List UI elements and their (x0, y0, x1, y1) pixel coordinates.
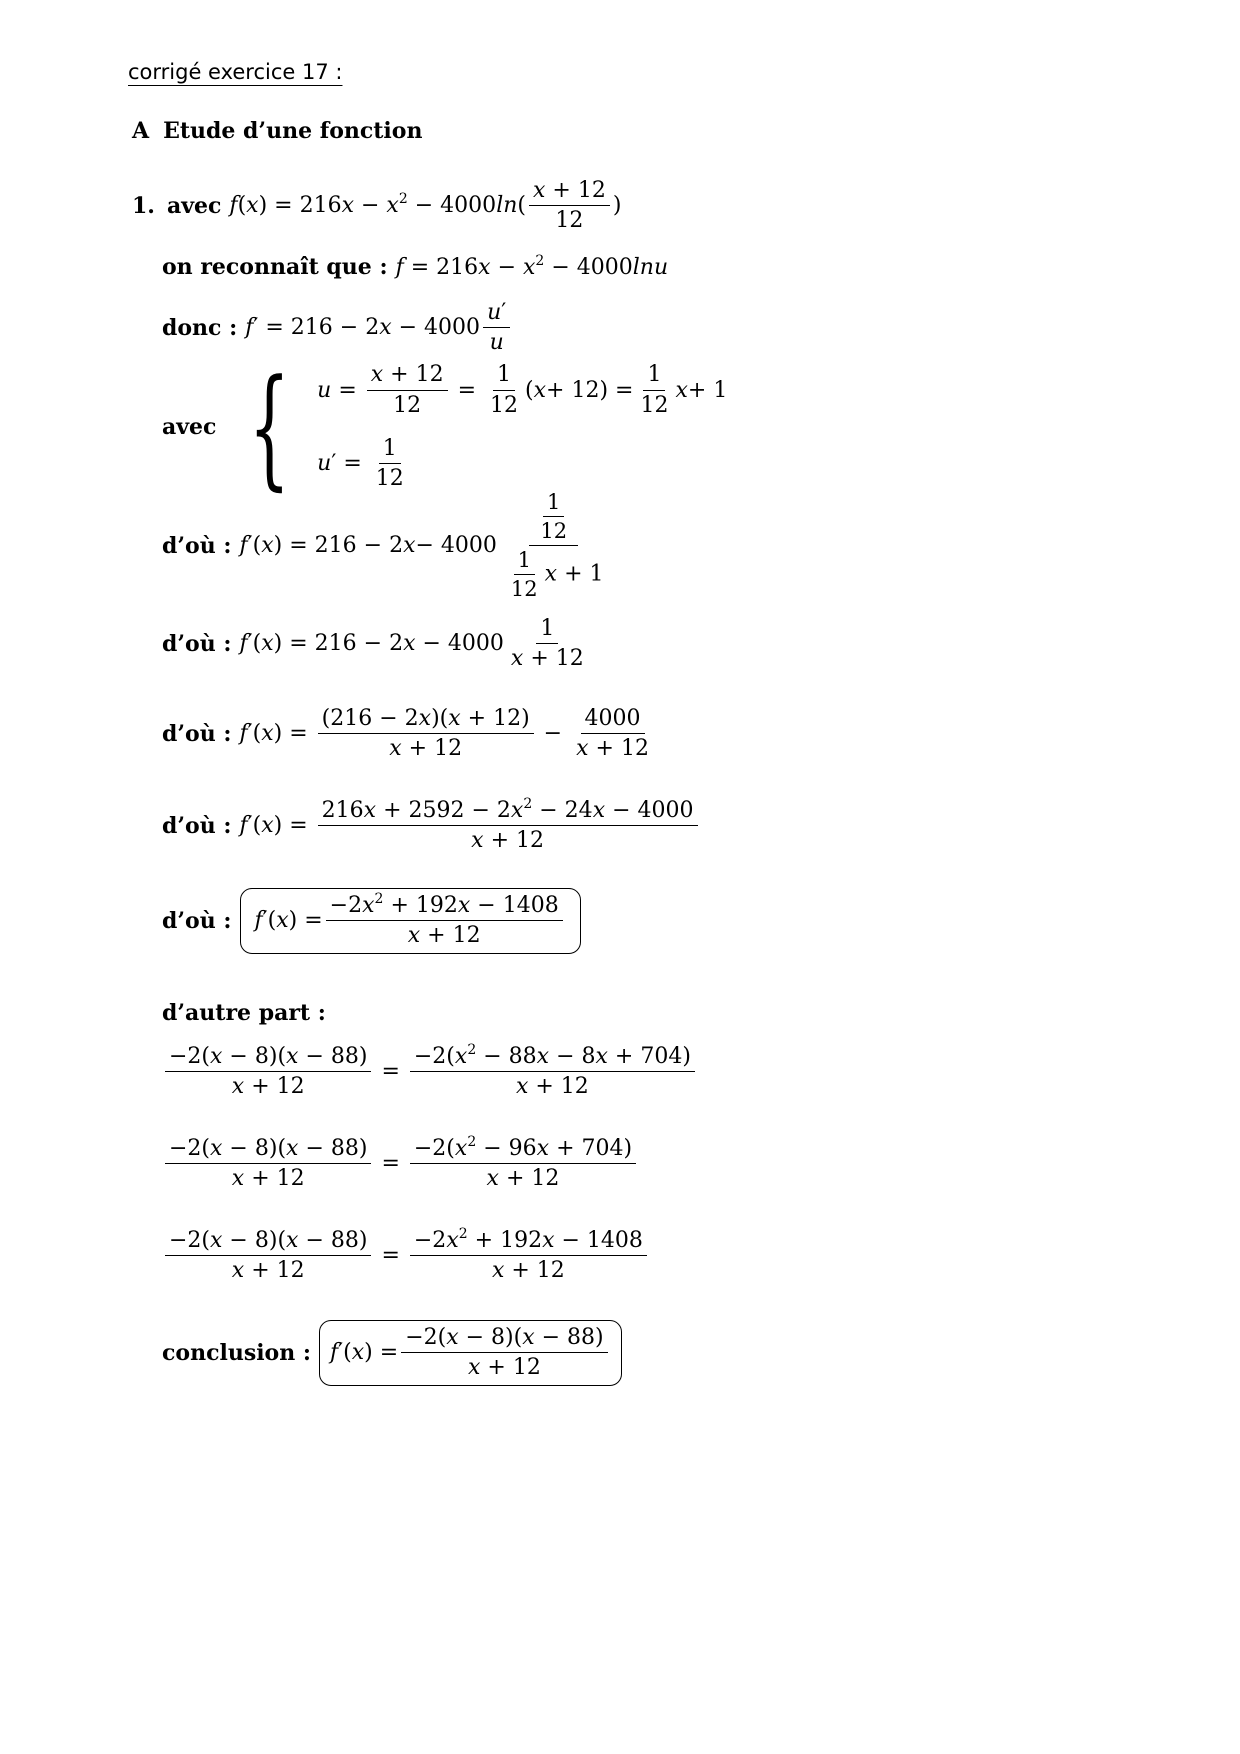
conclusion-boxed-result: f ′( x ) = $\frac{-2(x - 8)(x - 88)}{x + 12}$ (319, 1320, 622, 1386)
other-eq-2: $\frac{-2(x - 8)(x - 88)}{x + 12}$ = $\frac{-2(x^2 - 96x + 704)}{x + 12}$ (162, 1136, 639, 1192)
step-3-expression: f′(x) = $\frac{(216 - 2x)(x + 12)}{x + 12}$ − $\frac{4000}{x + 12}$ (239, 706, 649, 762)
step-4 (162, 798, 701, 854)
step-2-expression: f′(x) = 216 − 2x − 4000 $\frac{1}{x + 12}$ (239, 616, 584, 672)
left-brace: { (249, 351, 291, 503)
recognize-label: on reconnaît que : (162, 254, 388, 280)
other-eq-3: $\frac{-2(x - 8)(x - 88)}{x + 12}$ = $\frac{-2x^2 + 192x - 1408}{x + 12}$ (162, 1228, 650, 1284)
donc-line (162, 300, 513, 356)
conclusion-label: conclusion : (162, 1339, 312, 1366)
system-equations (317, 362, 727, 491)
step-4-expression: f′(x) = $\frac{216x + 2592 - 2x^2 - 24x - 4000}{x + 12}$ (240, 798, 701, 854)
step-5 (162, 888, 581, 954)
step-label: d’où : (162, 630, 232, 657)
q1-expression: $f(x) = 216x - x^2 - 4000\ln$( $\frac{x + 12}{12}$ ) (229, 178, 622, 234)
section-letter: A (132, 118, 150, 144)
system-block (162, 351, 728, 503)
question-1 (132, 178, 621, 234)
donc-label: donc : (162, 314, 238, 341)
step-label: d’où : (162, 812, 232, 839)
step-label: d’où : (162, 907, 232, 934)
step-1 (162, 490, 611, 602)
step-2 (162, 616, 591, 672)
conclusion-line (162, 1320, 622, 1386)
step-label: d’où : (162, 532, 232, 559)
donc-expression: f′ = 216 − 2x − 4000 $\frac{u'}{u}$ (245, 300, 513, 356)
q1-avec-label: avec (166, 192, 222, 219)
recognize-line (162, 254, 668, 280)
step-label: d’où : (162, 720, 232, 747)
system-label: avec (162, 414, 217, 440)
page-title: corrigé exercice 17 : (128, 60, 343, 84)
other-part-heading (162, 1000, 334, 1026)
other-eq-1: $\frac{-2(x - 8)(x - 88)}{x + 12}$ = $\frac{-2(x^2 - 88x - 8x + 704)}{x + 12}$ (162, 1044, 698, 1100)
u-definition: u = $\frac{x + 12}{12}$ = $\frac{1}{12}$ ( x + 12) = $\frac{1}{12}$ x + 1 (317, 362, 728, 418)
section-heading (132, 118, 430, 144)
question-number: 1. (132, 192, 155, 219)
boxed-result: f ′( x ) = $\frac{-2x^2 + 192x - 1408}{x + 12}$ (240, 888, 581, 954)
u-prime-definition: u ′ = $\frac{1}{12}$ (317, 436, 404, 492)
section-title: Etude d’une fonction (163, 118, 423, 144)
step-3 (162, 706, 656, 762)
step-1-expression: f ′( x ) = 216 − 2 x − 4000 $\frac{1}{12}$ $\frac{1}{12}$ x + 1 (239, 490, 604, 602)
other-part-label: d’autre part : (162, 1000, 326, 1026)
recognize-expression: $f = 216x - x^2 - 4000\ln u$ (395, 252, 669, 280)
